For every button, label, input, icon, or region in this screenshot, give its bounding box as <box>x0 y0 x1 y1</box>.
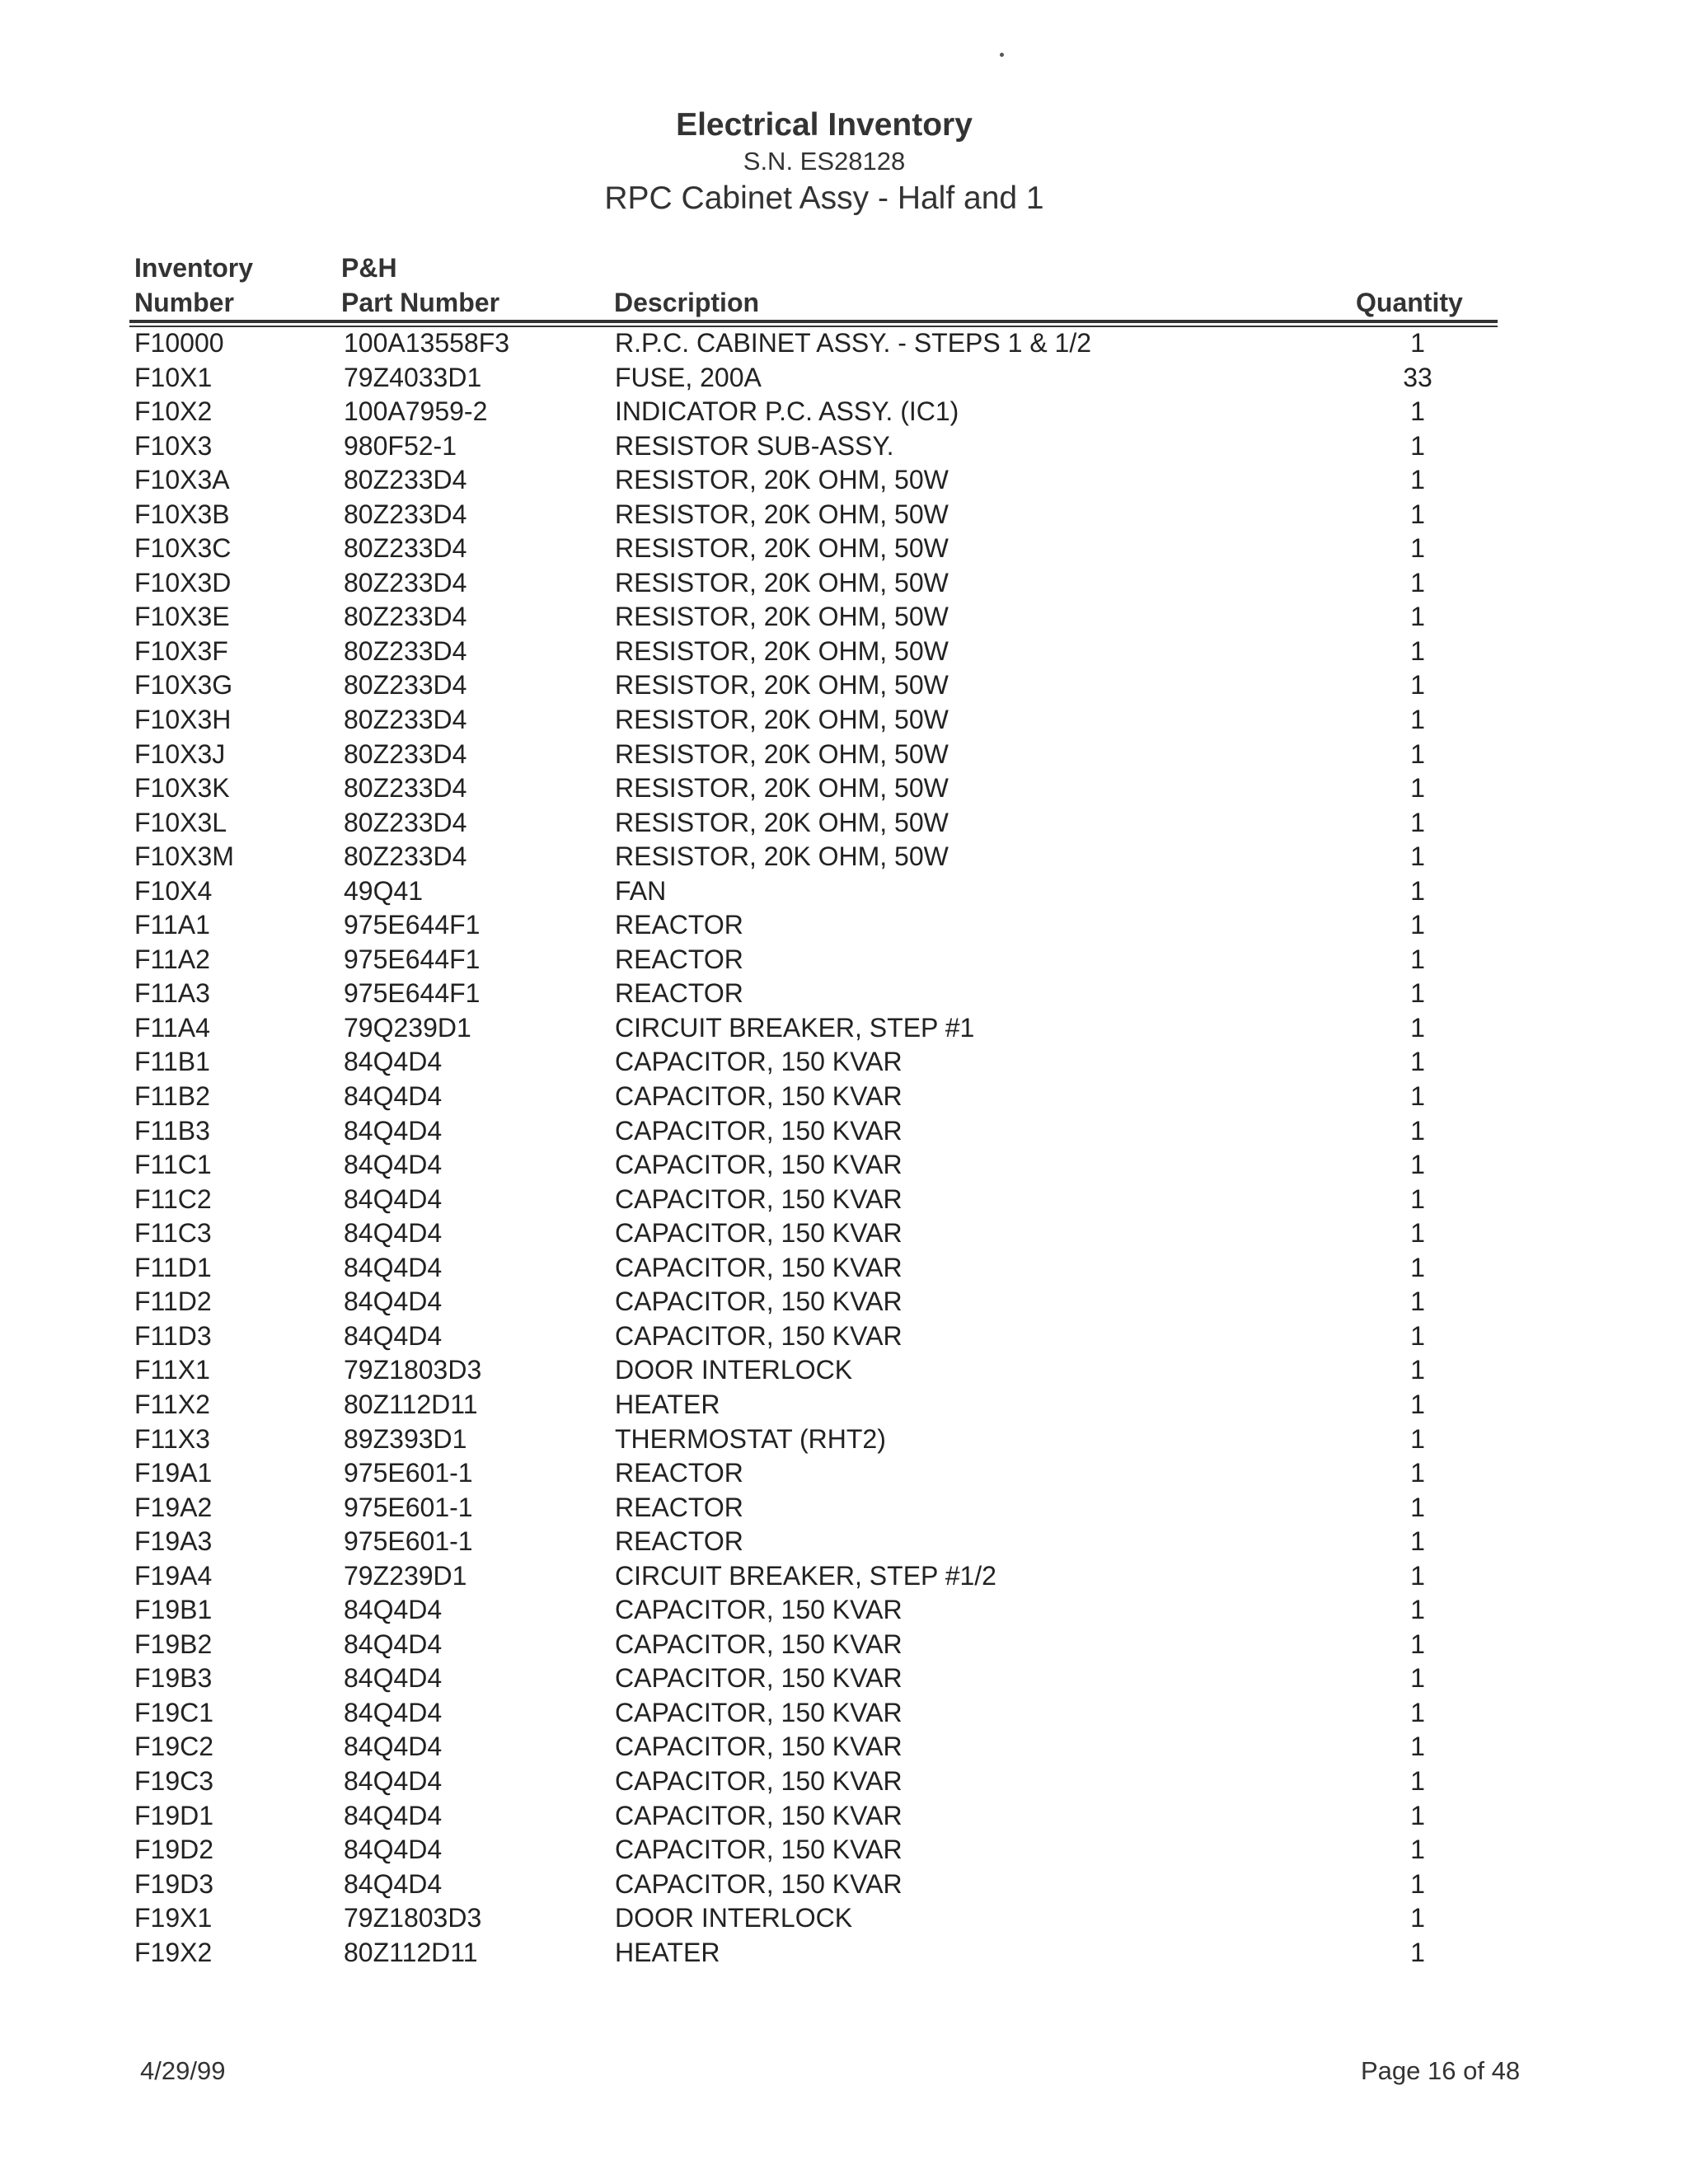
quantity-cell: 1 <box>1410 1047 1425 1077</box>
quantity-cell: 1 <box>1410 1937 1425 1967</box>
inventory-number-cell: F10X3C <box>134 533 232 564</box>
part-number-cell: 84Q4D4 <box>344 1663 443 1694</box>
description-cell: CAPACITOR, 150 KVAR <box>615 1115 903 1146</box>
part-number-cell: 84Q4D4 <box>344 1629 443 1659</box>
inventory-number-cell: F11B3 <box>134 1115 210 1146</box>
part-number-cell: 84Q4D4 <box>344 1252 443 1282</box>
quantity-cell: 1 <box>1410 1458 1425 1488</box>
part-number-cell: 84Q4D4 <box>344 1732 443 1762</box>
quantity-cell: 1 <box>1410 1903 1425 1933</box>
inventory-number-cell: F11D3 <box>134 1320 212 1351</box>
part-number-cell: 84Q4D4 <box>344 1835 443 1865</box>
table-row <box>0 1251 1688 1286</box>
inventory-number-cell: F11A4 <box>134 1012 210 1043</box>
table-row <box>0 668 1688 703</box>
part-number-cell: 975E601-1 <box>344 1458 473 1488</box>
part-number-cell: 79Z239D1 <box>344 1560 467 1591</box>
quantity-cell: 1 <box>1410 1355 1425 1385</box>
inventory-number-cell: F19B2 <box>134 1629 213 1659</box>
description-cell: RESISTOR, 20K OHM, 50W <box>615 705 949 735</box>
description-cell: FUSE, 200A <box>615 362 762 392</box>
description-cell: RESISTOR SUB-ASSY. <box>615 430 894 461</box>
inventory-number-cell: F10X3D <box>134 567 232 598</box>
quantity-cell: 1 <box>1410 1115 1425 1146</box>
description-cell: REACTOR <box>615 1526 743 1557</box>
part-number-cell: 84Q4D4 <box>344 1150 443 1180</box>
quantity-cell: 1 <box>1410 1835 1425 1865</box>
description-cell: CAPACITOR, 150 KVAR <box>615 1320 903 1351</box>
table-row <box>0 463 1688 498</box>
description-cell: RESISTOR, 20K OHM, 50W <box>615 567 949 598</box>
column-header-inventory-number <box>134 251 253 320</box>
inventory-number-cell: F19X2 <box>134 1937 213 1967</box>
inventory-number-cell: F10X3 <box>134 430 213 461</box>
description-cell: CIRCUIT BREAKER, STEP #1 <box>615 1012 975 1043</box>
quantity-cell: 33 <box>1403 362 1432 392</box>
description-cell: CAPACITOR, 150 KVAR <box>615 1697 903 1727</box>
quantity-cell: 1 <box>1410 1697 1425 1727</box>
inventory-number-cell: F19D1 <box>134 1800 214 1830</box>
quantity-cell: 1 <box>1410 1150 1425 1180</box>
document-subtitle: RPC Cabinet Assy - Half and 1 <box>604 180 1044 216</box>
description-cell: CAPACITOR, 150 KVAR <box>615 1595 903 1625</box>
description-cell: CAPACITOR, 150 KVAR <box>615 1663 903 1694</box>
part-number-cell: 84Q4D4 <box>344 1595 443 1625</box>
quantity-cell: 1 <box>1410 499 1425 529</box>
inventory-number-cell: F10X3K <box>134 773 230 804</box>
part-number-cell: 84Q4D4 <box>344 1697 443 1727</box>
description-cell: RESISTOR, 20K OHM, 50W <box>615 533 949 564</box>
table-row <box>0 1593 1688 1628</box>
part-number-cell: 80Z233D4 <box>344 499 467 529</box>
part-number-cell: 84Q4D4 <box>344 1218 443 1249</box>
quantity-cell: 1 <box>1410 1732 1425 1762</box>
table-row <box>0 1080 1688 1114</box>
part-number-cell: 79Z1803D3 <box>344 1903 482 1933</box>
description-cell: CAPACITOR, 150 KVAR <box>615 1252 903 1282</box>
table-row <box>0 1765 1688 1799</box>
part-number-cell: 975E644F1 <box>344 944 481 974</box>
description-cell: CAPACITOR, 150 KVAR <box>615 1629 903 1659</box>
inventory-number-cell: F11A3 <box>134 978 210 1009</box>
quantity-cell: 1 <box>1410 807 1425 837</box>
description-cell: CIRCUIT BREAKER, STEP #1/2 <box>615 1560 996 1591</box>
inventory-number-cell: F19X1 <box>134 1903 213 1933</box>
description-cell: REACTOR <box>615 1458 743 1488</box>
table-row <box>0 429 1688 464</box>
inventory-number-cell: F10X1 <box>134 362 213 392</box>
inventory-number-cell: F10X3F <box>134 635 228 666</box>
quantity-cell: 1 <box>1410 328 1425 358</box>
quantity-cell: 1 <box>1410 1526 1425 1557</box>
inventory-number-cell: F10X2 <box>134 396 213 427</box>
table-row <box>0 361 1688 396</box>
quantity-cell: 1 <box>1410 1252 1425 1282</box>
table-row <box>0 1353 1688 1388</box>
quantity-cell: 1 <box>1410 978 1425 1009</box>
table-row <box>0 1388 1688 1422</box>
quantity-cell: 1 <box>1410 944 1425 974</box>
description-cell: CAPACITOR, 150 KVAR <box>615 1218 903 1249</box>
inventory-number-cell: F11C3 <box>134 1218 212 1249</box>
inventory-number-cell: F10X3E <box>134 602 230 632</box>
part-number-cell: 80Z112D11 <box>344 1937 478 1967</box>
description-cell: CAPACITOR, 150 KVAR <box>615 1150 903 1180</box>
column-header-inventory-line2: Number <box>134 288 234 317</box>
header-rule-thick <box>129 320 1498 323</box>
description-cell: HEATER <box>615 1937 720 1967</box>
part-number-cell: 79Q239D1 <box>344 1012 471 1043</box>
inventory-number-cell: F19C3 <box>134 1765 214 1796</box>
part-number-cell: 975E644F1 <box>344 910 481 940</box>
part-number-cell: 89Z393D1 <box>344 1423 467 1454</box>
description-cell: REACTOR <box>615 1492 743 1522</box>
quantity-cell: 1 <box>1410 635 1425 666</box>
inventory-number-cell: F19C1 <box>134 1697 214 1727</box>
inventory-number-cell: F11D1 <box>134 1252 212 1282</box>
quantity-cell: 1 <box>1410 1800 1425 1830</box>
quantity-cell: 1 <box>1410 1218 1425 1249</box>
part-number-cell: 80Z233D4 <box>344 567 467 598</box>
part-number-cell: 84Q4D4 <box>344 1183 443 1214</box>
table-row <box>0 738 1688 772</box>
inventory-number-cell: F10X3J <box>134 738 226 769</box>
description-cell: CAPACITOR, 150 KVAR <box>615 1286 903 1317</box>
part-number-cell: 80Z233D4 <box>344 602 467 632</box>
document-header <box>0 105 1648 219</box>
table-row <box>0 600 1688 635</box>
table-row <box>0 771 1688 806</box>
part-number-cell: 80Z233D4 <box>344 841 467 872</box>
description-cell: R.P.C. CABINET ASSY. - STEPS 1 & 1/2 <box>615 328 1092 358</box>
table-row <box>0 840 1688 874</box>
table-row <box>0 1183 1688 1217</box>
quantity-cell: 1 <box>1410 875 1425 906</box>
description-cell: REACTOR <box>615 978 743 1009</box>
quantity-cell: 1 <box>1410 1868 1425 1899</box>
table-row <box>0 1696 1688 1731</box>
table-row <box>0 943 1688 977</box>
quantity-cell: 1 <box>1410 1183 1425 1214</box>
quantity-cell: 1 <box>1410 1492 1425 1522</box>
part-number-cell: 79Z1803D3 <box>344 1355 482 1385</box>
description-cell: RESISTOR, 20K OHM, 50W <box>615 841 949 872</box>
part-number-cell: 79Z4033D1 <box>344 362 482 392</box>
part-number-cell: 975E644F1 <box>344 978 481 1009</box>
inventory-number-cell: F11A1 <box>134 910 210 940</box>
part-number-cell: 80Z233D4 <box>344 705 467 735</box>
description-cell: CAPACITOR, 150 KVAR <box>615 1800 903 1830</box>
table-row <box>0 1730 1688 1765</box>
description-cell: RESISTOR, 20K OHM, 50W <box>615 465 949 495</box>
part-number-cell: 80Z233D4 <box>344 738 467 769</box>
inventory-number-cell: F10X3M <box>134 841 234 872</box>
part-number-cell: 84Q4D4 <box>344 1320 443 1351</box>
quantity-cell: 1 <box>1410 1423 1425 1454</box>
description-cell: THERMOSTAT (RHT2) <box>615 1423 886 1454</box>
quantity-cell: 1 <box>1410 1012 1425 1043</box>
inventory-number-cell: F10X3B <box>134 499 230 529</box>
description-cell: REACTOR <box>615 944 743 974</box>
part-number-cell: 84Q4D4 <box>344 1800 443 1830</box>
column-header-quantity: Quantity <box>1356 288 1463 317</box>
part-number-cell: 100A13558F3 <box>344 328 510 358</box>
quantity-cell: 1 <box>1410 1629 1425 1659</box>
column-header-part-number <box>341 251 499 320</box>
table-row <box>0 1525 1688 1559</box>
inventory-number-cell: F11X2 <box>134 1389 210 1419</box>
table-row <box>0 1901 1688 1936</box>
footer-date: 4/29/99 <box>140 2056 226 2085</box>
table-row <box>0 1799 1688 1834</box>
quantity-cell: 1 <box>1410 1320 1425 1351</box>
quantity-cell: 1 <box>1410 670 1425 701</box>
table-row <box>0 1285 1688 1319</box>
part-number-cell: 975E601-1 <box>344 1526 473 1557</box>
quantity-cell: 1 <box>1410 773 1425 804</box>
part-number-cell: 84Q4D4 <box>344 1081 443 1112</box>
footer-page-number: Page 16 of 48 <box>1361 2056 1521 2085</box>
inventory-number-cell: F19C2 <box>134 1732 214 1762</box>
quantity-cell: 1 <box>1410 1389 1425 1419</box>
description-cell: CAPACITOR, 150 KVAR <box>615 1183 903 1214</box>
quantity-cell: 1 <box>1410 705 1425 735</box>
part-number-cell: 84Q4D4 <box>344 1765 443 1796</box>
inventory-number-cell: F11B1 <box>134 1047 210 1077</box>
column-header-description: Description <box>614 288 760 317</box>
quantity-cell: 1 <box>1410 1765 1425 1796</box>
table-row <box>0 703 1688 738</box>
column-header-part-line1: P&H <box>341 253 397 283</box>
part-number-cell: 80Z233D4 <box>344 533 467 564</box>
description-cell: RESISTOR, 20K OHM, 50W <box>615 499 949 529</box>
quantity-cell: 1 <box>1410 841 1425 872</box>
description-cell: CAPACITOR, 150 KVAR <box>615 1047 903 1077</box>
inventory-number-cell: F11C1 <box>134 1150 212 1180</box>
table-row <box>0 1868 1688 1902</box>
description-cell: HEATER <box>615 1389 720 1419</box>
table-row <box>0 532 1688 566</box>
description-cell: REACTOR <box>615 910 743 940</box>
inventory-number-cell: F10000 <box>134 328 224 358</box>
table-row <box>0 1661 1688 1696</box>
table-row <box>0 1319 1688 1354</box>
quantity-cell: 1 <box>1410 430 1425 461</box>
part-number-cell: 49Q41 <box>344 875 424 906</box>
inventory-number-cell: F10X3G <box>134 670 233 701</box>
part-number-cell: 80Z233D4 <box>344 807 467 837</box>
description-cell: RESISTOR, 20K OHM, 50W <box>615 670 949 701</box>
table-row <box>0 326 1688 361</box>
quantity-cell: 1 <box>1410 1595 1425 1625</box>
part-number-cell: 975E601-1 <box>344 1492 473 1522</box>
description-cell: RESISTOR, 20K OHM, 50W <box>615 635 949 666</box>
quantity-cell: 1 <box>1410 602 1425 632</box>
quantity-cell: 1 <box>1410 1560 1425 1591</box>
inventory-number-cell: F11B2 <box>134 1081 210 1112</box>
inventory-table-body <box>0 326 1688 1970</box>
table-row <box>0 1936 1688 1971</box>
description-cell: RESISTOR, 20K OHM, 50W <box>615 738 949 769</box>
table-row <box>0 1456 1688 1491</box>
quantity-cell: 1 <box>1410 567 1425 598</box>
description-cell: CAPACITOR, 150 KVAR <box>615 1732 903 1762</box>
inventory-number-cell: F19A3 <box>134 1526 213 1557</box>
inventory-number-cell: F10X3L <box>134 807 227 837</box>
part-number-cell: 80Z233D4 <box>344 635 467 666</box>
part-number-cell: 80Z233D4 <box>344 773 467 804</box>
quantity-cell: 1 <box>1410 396 1425 427</box>
description-cell: INDICATOR P.C. ASSY. (IC1) <box>615 396 959 427</box>
serial-number: S.N. ES28128 <box>743 147 906 176</box>
part-number-cell: 980F52-1 <box>344 430 457 461</box>
inventory-number-cell: F19A4 <box>134 1560 213 1591</box>
inventory-number-cell: F10X3A <box>134 465 230 495</box>
table-row <box>0 806 1688 841</box>
description-cell: DOOR INTERLOCK <box>615 1355 853 1385</box>
table-row <box>0 1114 1688 1149</box>
description-cell: CAPACITOR, 150 KVAR <box>615 1765 903 1796</box>
part-number-cell: 80Z112D11 <box>344 1389 478 1419</box>
description-cell: CAPACITOR, 150 KVAR <box>615 1081 903 1112</box>
quantity-cell: 1 <box>1410 533 1425 564</box>
column-header-inventory-line1: Inventory <box>134 253 254 283</box>
inventory-number-cell: F11A2 <box>134 944 210 974</box>
part-number-cell: 80Z233D4 <box>344 670 467 701</box>
description-cell: RESISTOR, 20K OHM, 50W <box>615 807 949 837</box>
inventory-number-cell: F11C2 <box>134 1183 212 1214</box>
part-number-cell: 84Q4D4 <box>344 1286 443 1317</box>
table-row <box>0 1628 1688 1662</box>
table-header <box>0 246 1688 320</box>
table-row <box>0 566 1688 601</box>
description-cell: CAPACITOR, 150 KVAR <box>615 1868 903 1899</box>
description-cell: RESISTOR, 20K OHM, 50W <box>615 773 949 804</box>
table-row <box>0 1216 1688 1251</box>
document-title: Electrical Inventory <box>676 107 973 143</box>
table-row <box>0 498 1688 532</box>
quantity-cell: 1 <box>1410 1663 1425 1694</box>
inventory-number-cell: F19D2 <box>134 1835 214 1865</box>
quantity-cell: 1 <box>1410 1081 1425 1112</box>
part-number-cell: 84Q4D4 <box>344 1115 443 1146</box>
inventory-number-cell: F11D2 <box>134 1286 212 1317</box>
table-row <box>0 1491 1688 1526</box>
table-row <box>0 908 1688 943</box>
quantity-cell: 1 <box>1410 465 1425 495</box>
table-row <box>0 1422 1688 1457</box>
table-row <box>0 1011 1688 1046</box>
inventory-number-cell: F19B3 <box>134 1663 213 1694</box>
quantity-cell: 1 <box>1410 910 1425 940</box>
description-cell: FAN <box>615 875 667 906</box>
table-row <box>0 1559 1688 1594</box>
part-number-cell: 84Q4D4 <box>344 1047 443 1077</box>
inventory-number-cell: F10X3H <box>134 705 232 735</box>
part-number-cell: 84Q4D4 <box>344 1868 443 1899</box>
inventory-number-cell: F10X4 <box>134 875 213 906</box>
inventory-number-cell: F19A2 <box>134 1492 213 1522</box>
table-row <box>0 874 1688 909</box>
description-cell: RESISTOR, 20K OHM, 50W <box>615 602 949 632</box>
table-row <box>0 1045 1688 1080</box>
inventory-number-cell: F11X1 <box>134 1355 210 1385</box>
table-row <box>0 1833 1688 1868</box>
quantity-cell: 1 <box>1410 738 1425 769</box>
inventory-number-cell: F19A1 <box>134 1458 213 1488</box>
description-cell: DOOR INTERLOCK <box>615 1903 853 1933</box>
column-header-part-line2: Part Number <box>341 288 500 317</box>
description-cell: CAPACITOR, 150 KVAR <box>615 1835 903 1865</box>
table-row <box>0 395 1688 429</box>
inventory-number-cell: F11X3 <box>134 1423 210 1454</box>
part-number-cell: 100A7959-2 <box>344 396 488 427</box>
part-number-cell: 80Z233D4 <box>344 465 467 495</box>
inventory-number-cell: F19D3 <box>134 1868 214 1899</box>
scan-speck <box>1000 53 1004 57</box>
quantity-cell: 1 <box>1410 1286 1425 1317</box>
table-row <box>0 635 1688 669</box>
table-row <box>0 977 1688 1011</box>
inventory-number-cell: F19B1 <box>134 1595 213 1625</box>
table-row <box>0 1148 1688 1183</box>
